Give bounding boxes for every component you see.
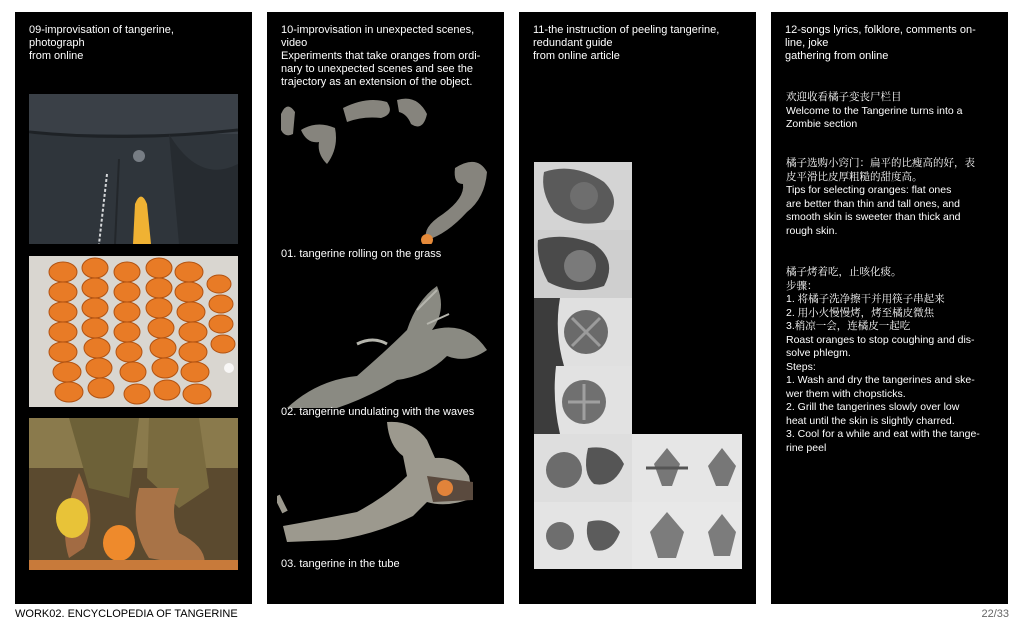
panel-title: 11-the instruction of peeling tangerine, redundant guide from online article — [533, 24, 720, 62]
peeling-step-photo — [632, 502, 702, 569]
peeling-step-photo — [534, 434, 632, 502]
peeling-step-photo — [534, 230, 632, 298]
peeling-step-photo — [534, 366, 632, 434]
panel-10-video — [267, 12, 504, 604]
caption-waves: 02. tangerine undulating with the waves — [281, 406, 475, 418]
trace-waves-undulating — [277, 280, 499, 410]
peeling-steps-grid — [534, 162, 742, 569]
panel-09-photographs — [15, 12, 252, 604]
panel-12-texts — [771, 12, 1008, 604]
caption-tube: 03. tangerine in the tube — [281, 558, 400, 570]
peeling-step-photo — [702, 502, 742, 569]
trace-tube — [277, 416, 499, 556]
panel-11-instruction — [519, 12, 756, 604]
text-block-selecting: 橘子选购小窍门：扁平的比瘦高的好，表 皮平滑比皮厚粗糙的甜度高。 Tips for selecting oranges: flat ones are better than thin and tall ones, and smooth skin is sweeter than thick and rough skin. — [786, 157, 975, 237]
peeling-step-photo — [632, 434, 702, 502]
panel-title: 10-improvisation in unexpected scenes, video Experiments that take oranges from ordi- nary to unexpected scenes and see the trajectory as an extension of the object. — [281, 24, 481, 88]
panel-title: 12-songs lyrics, folklore, comments on- line, joke gathering from online — [785, 24, 976, 62]
peeling-step-photo — [534, 162, 632, 230]
panel-title: 09-improvisation of tangerine, photograph from online — [29, 24, 174, 62]
photo-feet-citrus — [29, 418, 238, 570]
peeling-step-photo — [534, 298, 632, 366]
photo-jeans-banana — [29, 94, 238, 244]
page-number: 22/33 — [981, 608, 1009, 620]
peeling-step-photo — [702, 434, 742, 502]
photo-tangerine-strings — [29, 256, 238, 407]
text-block-roasting: 橘子烤着吃，止咳化痰。 步骤： 1. 将橘子洗净擦干并用筷子串起来 2. 用小火慢慢烤，烤至橘皮微焦 3.稍凉一会，连橘皮一起吃 Roast oranges to stop coughing and dis- solve phlegm. Steps: 1. Wash and dry the tangerines and ske- wer them with chopsticks. 2. Grill the tangerines slowly over low heat until the skin is slightly charred. 3. Cool for a while and eat with the tange- rine peel — [786, 266, 980, 454]
text-block-zombie: 欢迎收看橘子变丧尸栏目 Welcome to the Tangerine turns into a Zombie section — [786, 91, 963, 130]
trace-grass-rolling — [277, 94, 499, 244]
peeling-step-photo — [534, 502, 632, 569]
caption-grass: 01. tangerine rolling on the grass — [281, 248, 442, 260]
footer-title: WORK02. ENCYCLOPEDIA OF TANGERINE — [15, 608, 238, 620]
